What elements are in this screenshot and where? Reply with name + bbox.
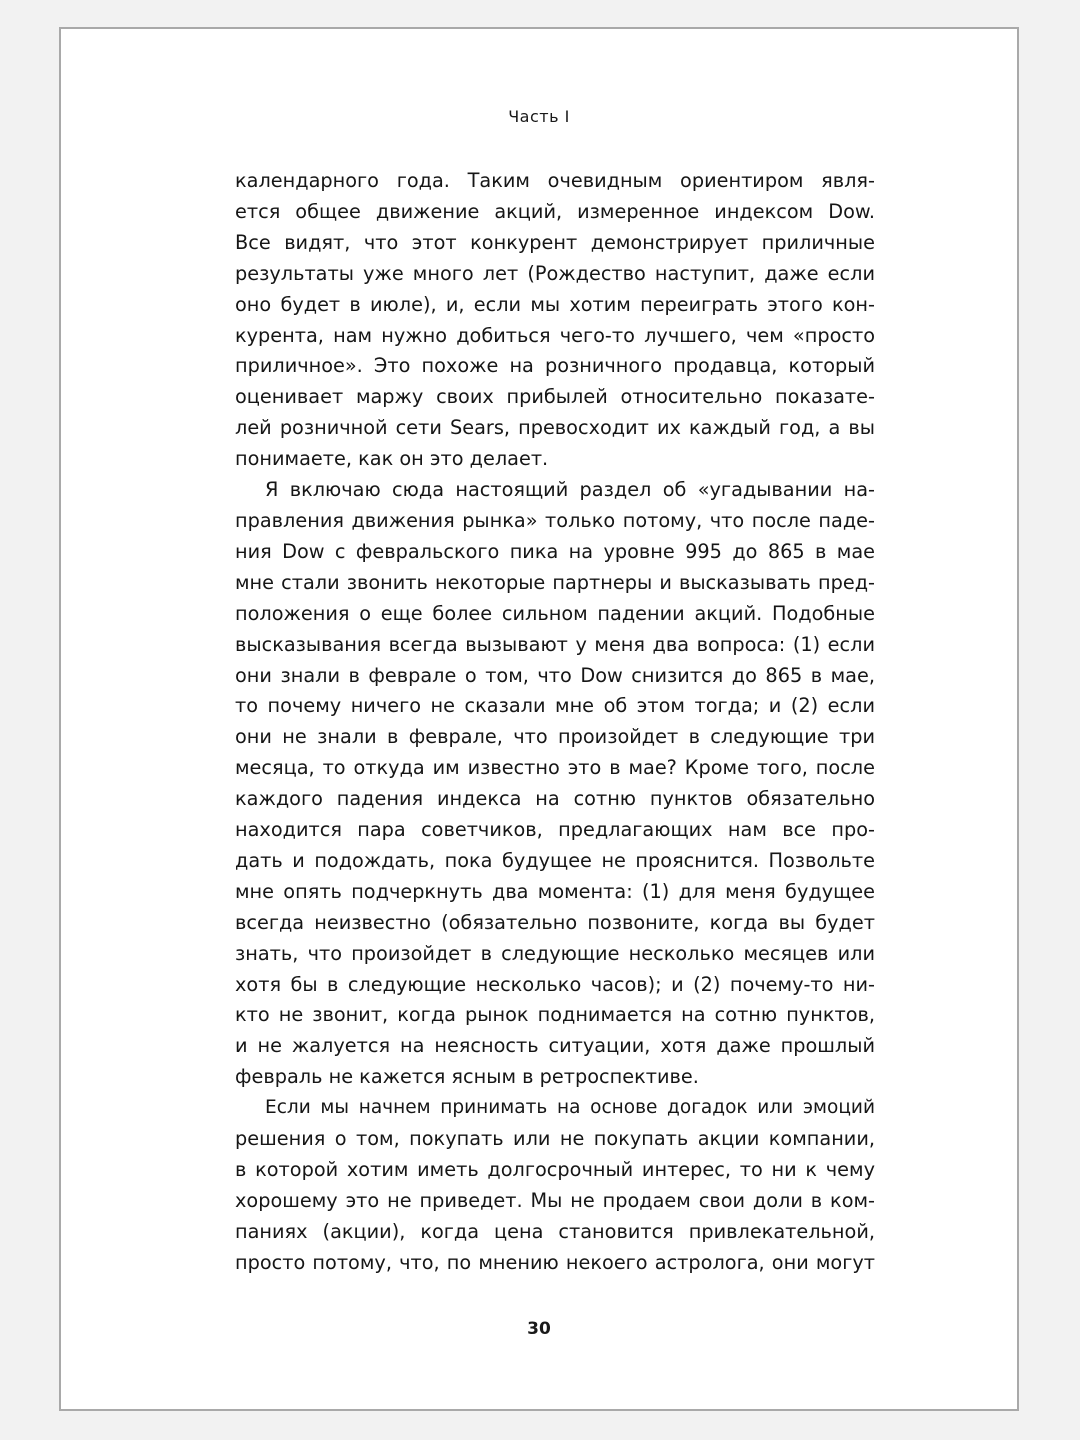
text-line: находится пара советчиков, предлагающих нам все про- [235, 818, 875, 842]
book-page [59, 27, 1019, 1411]
text-line: приличное». Это похоже на розничного продавца, который [235, 354, 875, 378]
text-line: результаты уже много лет (Рождество наступит, даже если [235, 261, 875, 285]
running-head: Часть I [508, 107, 570, 126]
text-line: знать, что произойдет в следующие несколько месяцев или [235, 941, 875, 965]
text-line: ется общее движение акций, измеренное индексом Dow. [235, 199, 875, 223]
paragraph-1 [235, 166, 875, 475]
body-text [235, 166, 875, 1279]
text-line: мне опять подчеркнуть два момента: (1) для меня будущее [235, 879, 875, 903]
text-line: понимаете, как он это делает. [235, 447, 549, 471]
text-line: календарного года. Таким очевидным ориентиром явля- [235, 169, 875, 192]
text-line: Если мы начнем принимать на основе догадок или эмоций [265, 1097, 875, 1119]
text-line: Все видят, что этот конкурент демонстрирует приличные [235, 230, 875, 254]
text-line: паниях (акции), когда цена становится привлекательной, [235, 1219, 875, 1243]
paragraph-3 [235, 1093, 875, 1278]
text-line: ния Dow с февральского пика на уровне 995 до 865 в мае [235, 539, 875, 563]
text-line: месяца, то откуда им известно это в мае? Кроме того, после [235, 756, 875, 780]
text-line: мне стали звонить некоторые партнеры и высказывать пред- [235, 570, 875, 594]
text-line: кто не звонит, когда рынок поднимается на сотню пунктов, [235, 1003, 875, 1027]
text-line: февраль не кажется ясным в ретроспективе. [235, 1065, 699, 1089]
page-number: 30 [527, 1319, 551, 1339]
text-line: и не жалуется на неясность ситуации, хотя даже прошлый [235, 1034, 875, 1058]
text-line: дать и подождать, пока будущее не прояснится. Позвольте [235, 848, 875, 872]
text-line: каждого падения индекса на сотню пунктов обязательно [235, 787, 875, 811]
text-line: оно будет в июле), и, если мы хотим переиграть этого кон- [235, 292, 875, 316]
text-line: всегда неизвестно (обязательно позвоните, когда вы будет [235, 910, 875, 934]
text-line: просто потому, что, по мнению некоего астролога, они могут [235, 1250, 875, 1274]
text-line: высказывания всегда вызывают у меня два вопроса: (1) если [235, 632, 875, 656]
text-line: то почему ничего не сказали мне об этом тогда; и (2) если [235, 694, 875, 718]
text-line: курента, нам нужно добиться чего-то лучшего, чем «просто [235, 323, 875, 347]
text-line: хорошему это не приведет. Мы не продаем свои доли в ком- [235, 1188, 875, 1212]
text-line: оценивает маржу своих прибылей относительно показате- [235, 385, 875, 409]
text-line: они не знали в феврале, что произойдет в следующие три [235, 725, 875, 749]
text-line: правления движения рынка» только потому, что после паде- [235, 508, 875, 532]
text-line: Я включаю сюда настоящий раздел об «угадывании на- [265, 478, 875, 502]
text-line: в которой хотим иметь долгосрочный интерес, то ни к чему [235, 1158, 875, 1181]
text-line: они знали в феврале о том, что Dow снизится до 865 в мае, [235, 663, 875, 687]
paragraph-2 [235, 475, 875, 1093]
text-line: хотя бы в следующие несколько часов); и (2) почему-то ни- [235, 972, 875, 996]
text-line: положения о еще более сильном падении акций. Подобные [235, 601, 875, 625]
text-line: лей розничной сети Sears, превосходит их каждый год, а вы [235, 416, 875, 440]
text-line: решения о том, покупать или не покупать акции компании, [235, 1127, 875, 1151]
